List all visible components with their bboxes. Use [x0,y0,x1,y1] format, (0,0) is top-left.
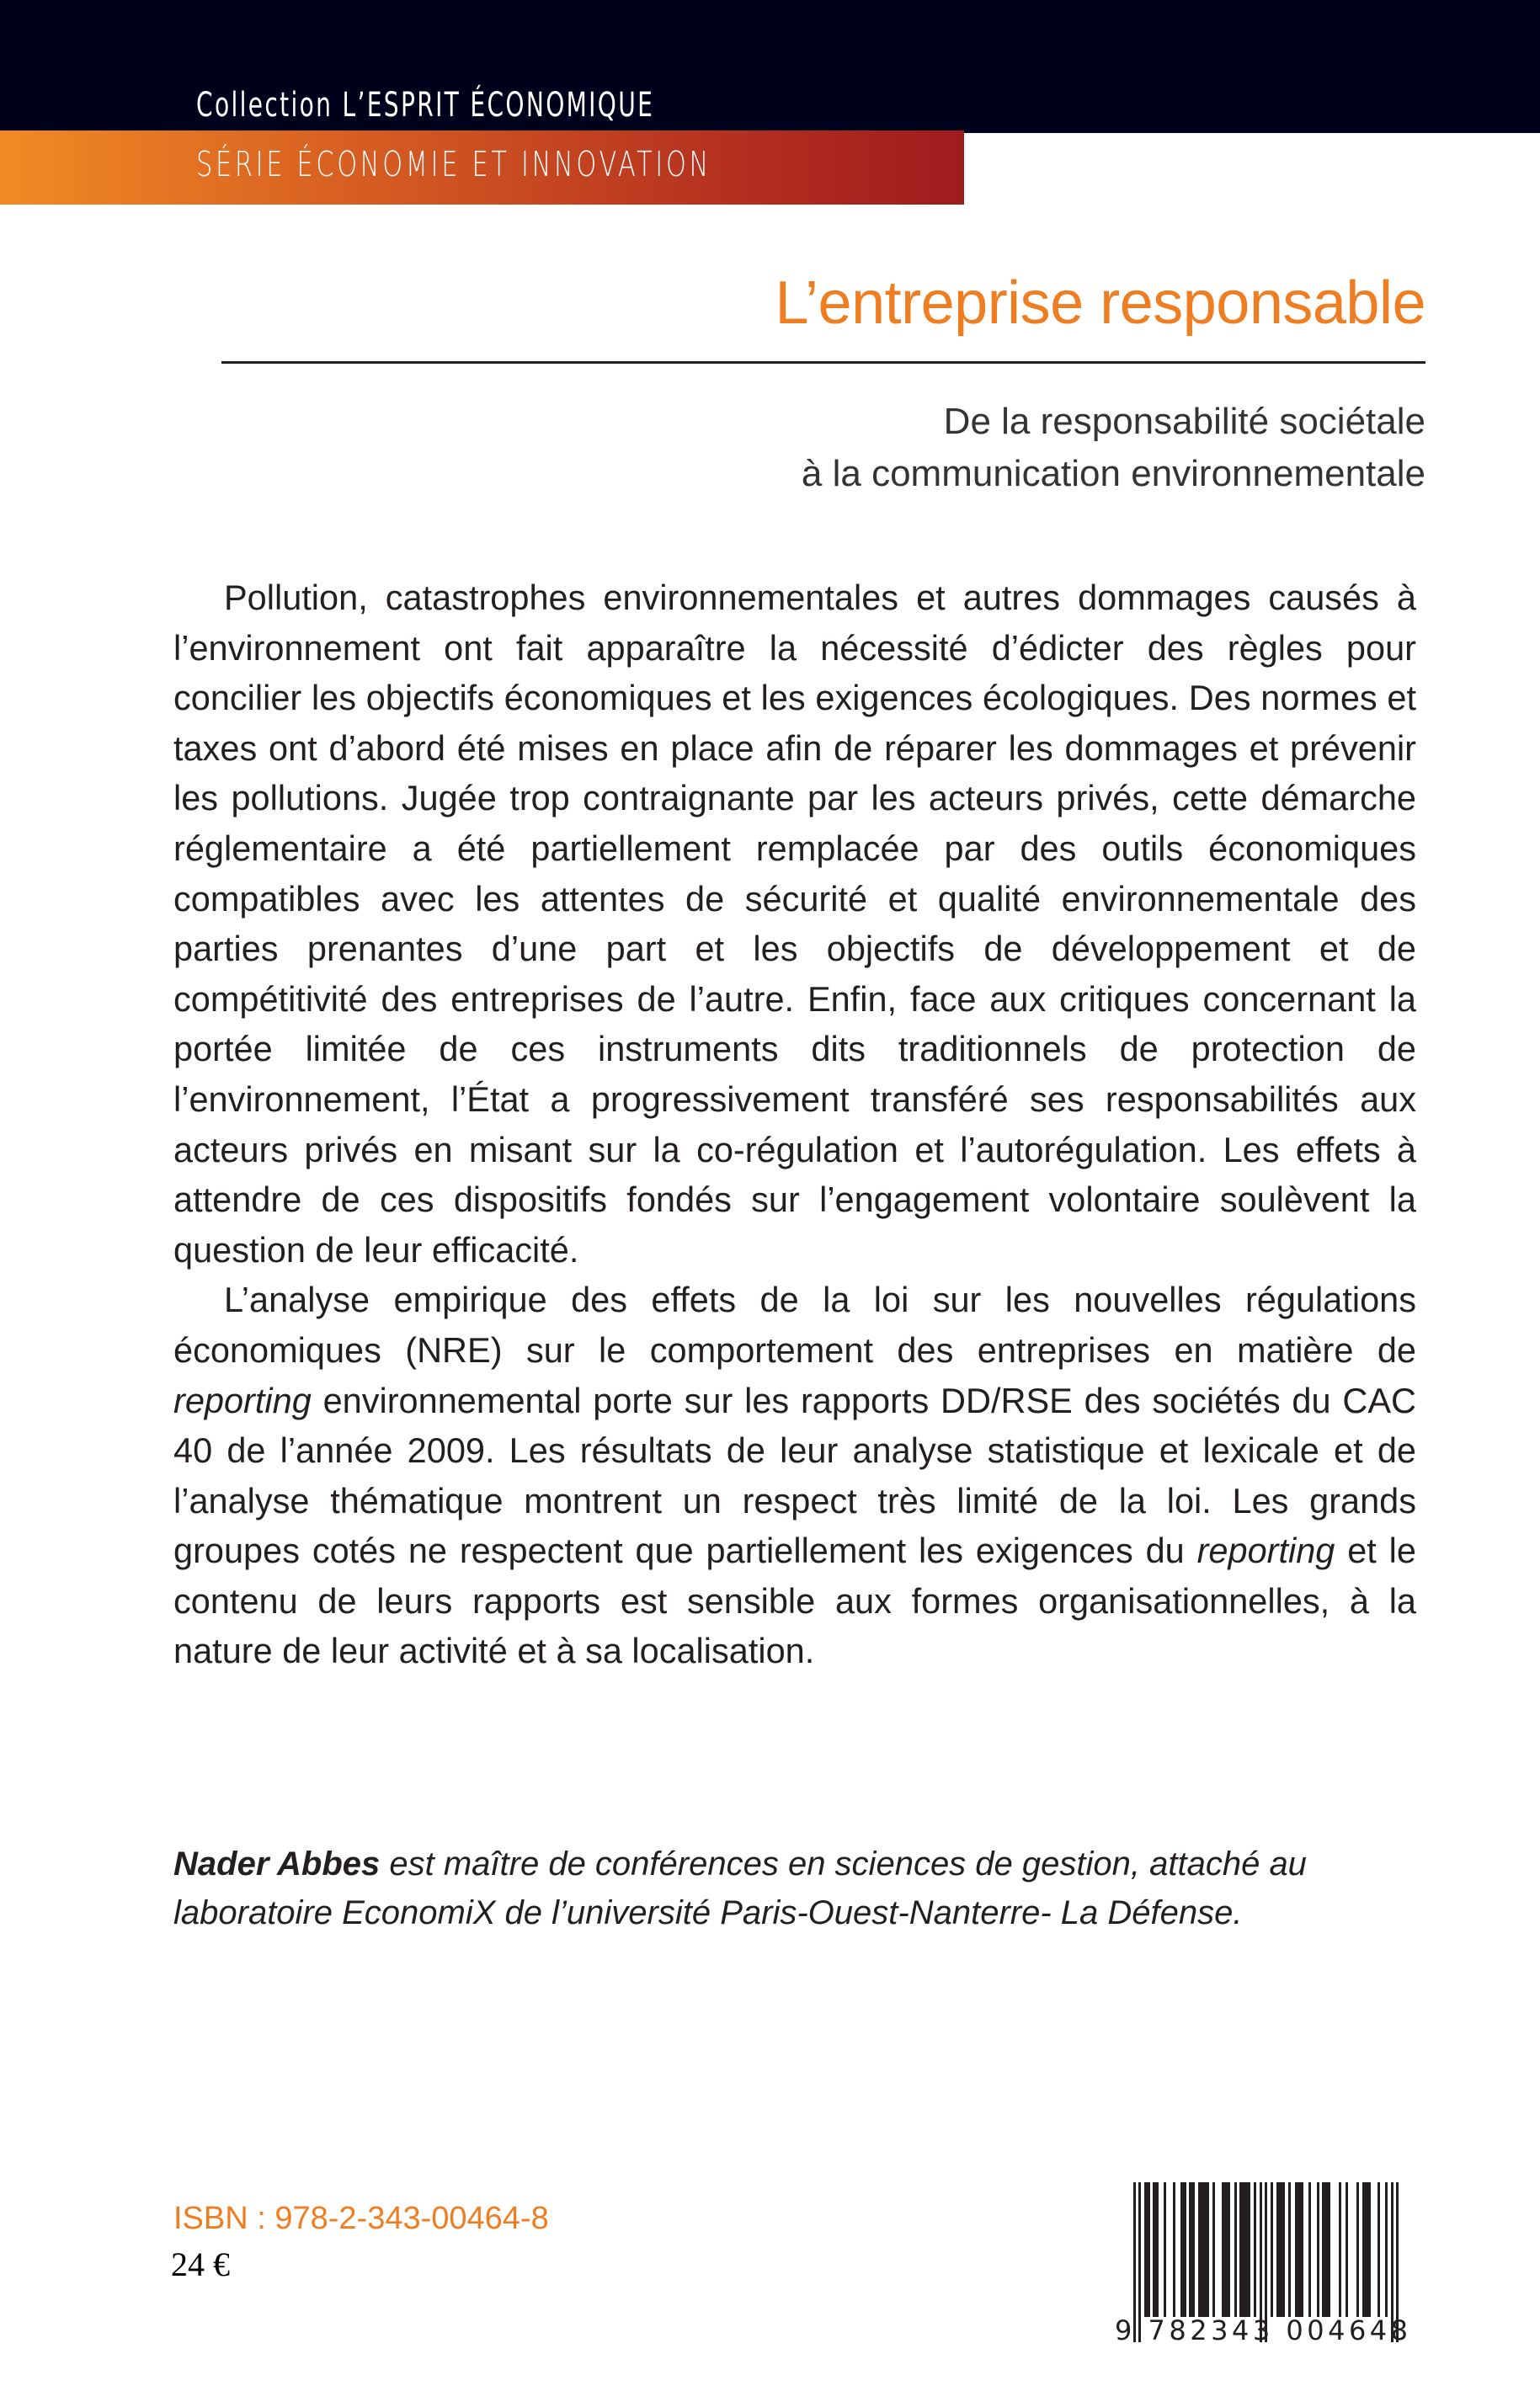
summary-paragraph-1: Pollution, catastrophes environnementales et autres dommages causés à l’environnement ont fait apparaître la nécessité d’édicter des règles pour concilier les objectifs économiques et les exigences écologiques. Des normes et taxes ont d’abord été mises en place afin de réparer les dommages et prévenir les pollutions. Jugée trop contraignante par les acteurs privés, cette démarche réglementaire a été partiellement remplacée par des outils économiques compatibles avec les attentes de sécurité et qualité environnementale des parties prenantes d’une part et les objectifs de développement et de compétitivité des entreprises de l’autre. Enfin, face aux critiques concernant la portée limitée de ces instruments dits traditionnels de protection de l’environnement, l’État a progressivement transféré ses responsabilités aux acteurs privés en misant sur la co-régulation et l’autorégulation. Les effets à attendre de ces dispositifs fondés sur l’engagement volontaire soulèvent la question de leur efficacité. [173,578,1416,1270]
barcode-digits: 9 782343 004648 [1115,2314,1412,2346]
summary-paragraph-2-text: environnemental porte sur les rapports DD/RSE des sociétés du CAC 40 de l’année 2009. Les résultats de leur analyse statistique et lexicale et de l’analyse thématique montrent un respect très limité de la loi. Les grands groupes cotés ne respectent que partiellement les exigences du [173,1380,1416,1571]
book-title: L’entreprise responsable [775,269,1425,337]
title-divider [221,361,1425,364]
italic-term: reporting [173,1380,312,1420]
subtitle-line-2: à la communication environnementale [801,453,1425,494]
collection-label: Collection L’ESPRIT ÉCONOMIQUE [196,86,655,125]
author-bio [173,1840,1420,1937]
summary-paragraph-2-text: et le contenu de leurs rapports est sensible aux formes organisationnelles, à la nature de leur activité et à sa localisation. [173,1531,1416,1671]
price-label: 24 € [171,2245,230,2283]
author-name: Nader Abbes [173,1845,381,1883]
italic-term: reporting [1196,1531,1335,1571]
author-description: est maître de conférences en sciences de gestion, attaché au laboratoire EconomiX de l’université Paris-Ouest-Nanterre- La Défense. [173,1845,1307,1931]
isbn-label: ISBN : 978-2-343-00464-8 [173,2201,549,2236]
subtitle-line-1: De la responsabilité sociétale [943,401,1425,442]
summary-paragraph-2 [173,1275,1416,1676]
series-label: SÉRIE ÉCONOMIE ET INNOVATION [196,144,711,184]
book-subtitle [802,396,1425,500]
summary-text [173,573,1416,1676]
summary-paragraph-2-text: L’analyse empirique des effets de la loi sur les nouvelles régulations économiques (NRE) sur le comportement des entreprises en matière de [173,1280,1416,1370]
